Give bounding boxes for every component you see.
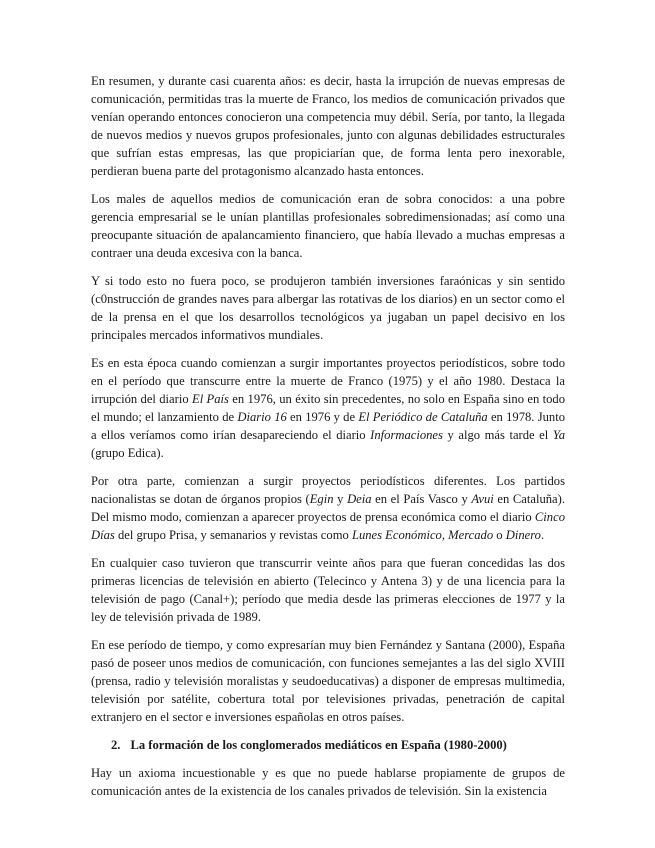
italic-title: El Periódico de Cataluña bbox=[358, 410, 488, 424]
text-run: del grupo Prisa, y semanarios y revistas como bbox=[114, 528, 352, 542]
text-run: y bbox=[333, 492, 348, 506]
text-run: . bbox=[540, 528, 545, 542]
text-run: Hay un axioma incuestionable y es que no puede hablarse propiamente de grupos de comunicación antes de la existencia de los canales privados de televisión. Sin la existencia bbox=[91, 766, 565, 798]
text-run: En resumen, y durante casi cuarenta años: es decir, hasta la irrupción de nuevas empresas de comunicación, permitidas tras la muerte de Franco, los medios de comunicación privados que venían operando entonces conocieron una competencia muy débil. Sería, por tanto, la llegada de nuevos medios y nuevos grupos profesionales, junto con algunas debilidades estructurales que sufrían estas empresas, las que propiciarían que, de forma lenta pero inexorable, perdieran buena parte del protagonismo alcanzado hasta entonces. bbox=[91, 74, 565, 178]
text-run: (grupo Edica). bbox=[91, 446, 164, 460]
italic-title: Diario 16 bbox=[237, 410, 287, 424]
body-text-continued bbox=[91, 764, 565, 800]
text-run: Por otra parte, comienzan a surgir proyectos periodísticos diferentes. Los partidos nacionalistas se dotan de órganos propios ( bbox=[91, 474, 565, 506]
text-run: en Cataluña). Del mismo modo, comienzan a aparecer proyectos de prensa económica como el diario bbox=[91, 492, 565, 524]
text-run: Es en esta época cuando comienzan a surgir importantes proyectos periodísticos, sobre todo en el período que transcurre entre la muerte de Franco (1975) y el año 1980. Destaca la irrupción del diario bbox=[91, 356, 565, 406]
paragraph bbox=[91, 72, 565, 180]
italic-title: Informaciones bbox=[370, 428, 443, 442]
italic-title: Lunes Económico, Mercado bbox=[351, 528, 494, 542]
text-run: En ese período de tiempo, y como expresarían muy bien Fernández y Santana (2000), España pasó de poseer unos medios de comunicación, con funciones semejantes a las del siglo XVIII (prensa, radio y televisión moralistas y seudoeducativas) a disponer de empresas multimedia, televisión por satélite, cobertura total por televisiones privadas, penetración de capital extranjero en el sector e inversiones españolas en otros países. bbox=[91, 638, 565, 724]
paragraph bbox=[91, 272, 565, 344]
italic-title: Cinco Días bbox=[91, 510, 565, 542]
document-page bbox=[91, 72, 565, 810]
italic-title: Deia bbox=[347, 492, 372, 506]
section-number: 2. bbox=[111, 738, 121, 752]
text-run: en 1976 y de bbox=[286, 410, 359, 424]
text-run: en 1978. Junto a ellos veríamos como irían desapareciendo el diario bbox=[91, 410, 565, 442]
italic-title: El País bbox=[192, 392, 229, 406]
text-run: o bbox=[493, 528, 506, 542]
italic-title: Dinero bbox=[505, 528, 541, 542]
text-run: Los males de aquellos medios de comunicación eran de sobra conocidos: a una pobre gerencia empresarial se le unían plantillas profesionales sobredimensionadas; así como una preocupante situación de apalancamiento financiero, que había llevado a muchas empresas a contraer una deuda excesiva con la banca. bbox=[91, 192, 565, 260]
paragraph bbox=[91, 190, 565, 262]
italic-title: Ya bbox=[552, 428, 565, 442]
paragraph bbox=[91, 636, 565, 726]
paragraph bbox=[91, 764, 565, 800]
section-heading bbox=[91, 736, 565, 754]
italic-title: Egin bbox=[309, 492, 334, 506]
body-text bbox=[91, 72, 565, 726]
text-run: En cualquier caso tuvieron que transcurrir veinte años para que fueran concedidas las dos primeras licencias de televisión en abierto (Telecinco y Antena 3) y de una licencia para la televisión de pago (Canal+); período que media desde las primeras elecciones de 1977 y la ley de televisión privada de 1989. bbox=[91, 556, 565, 624]
text-run: Y si todo esto no fuera poco, se produjeron también inversiones faraónicas y sin sentido (c0nstrucción de grandes naves para albergar las rotativas de los diarios) en un sector como el de la prensa en el que los desarrollos tecnológicos ya jugaban un papel decisivo en los principales mercados informativos mundiales. bbox=[91, 274, 565, 342]
paragraph bbox=[91, 554, 565, 626]
section-title: La formación de los conglomerados mediáticos en España (1980-2000) bbox=[130, 738, 507, 752]
text-run: en el País Vasco y bbox=[371, 492, 472, 506]
text-run: y algo más tarde el bbox=[442, 428, 553, 442]
paragraph bbox=[91, 472, 565, 544]
italic-title: Avui bbox=[471, 492, 494, 506]
paragraph bbox=[91, 354, 565, 462]
text-run: en 1976, un éxito sin precedentes, no solo en España sino en todo el mundo; el lanzamiento de bbox=[91, 392, 565, 424]
